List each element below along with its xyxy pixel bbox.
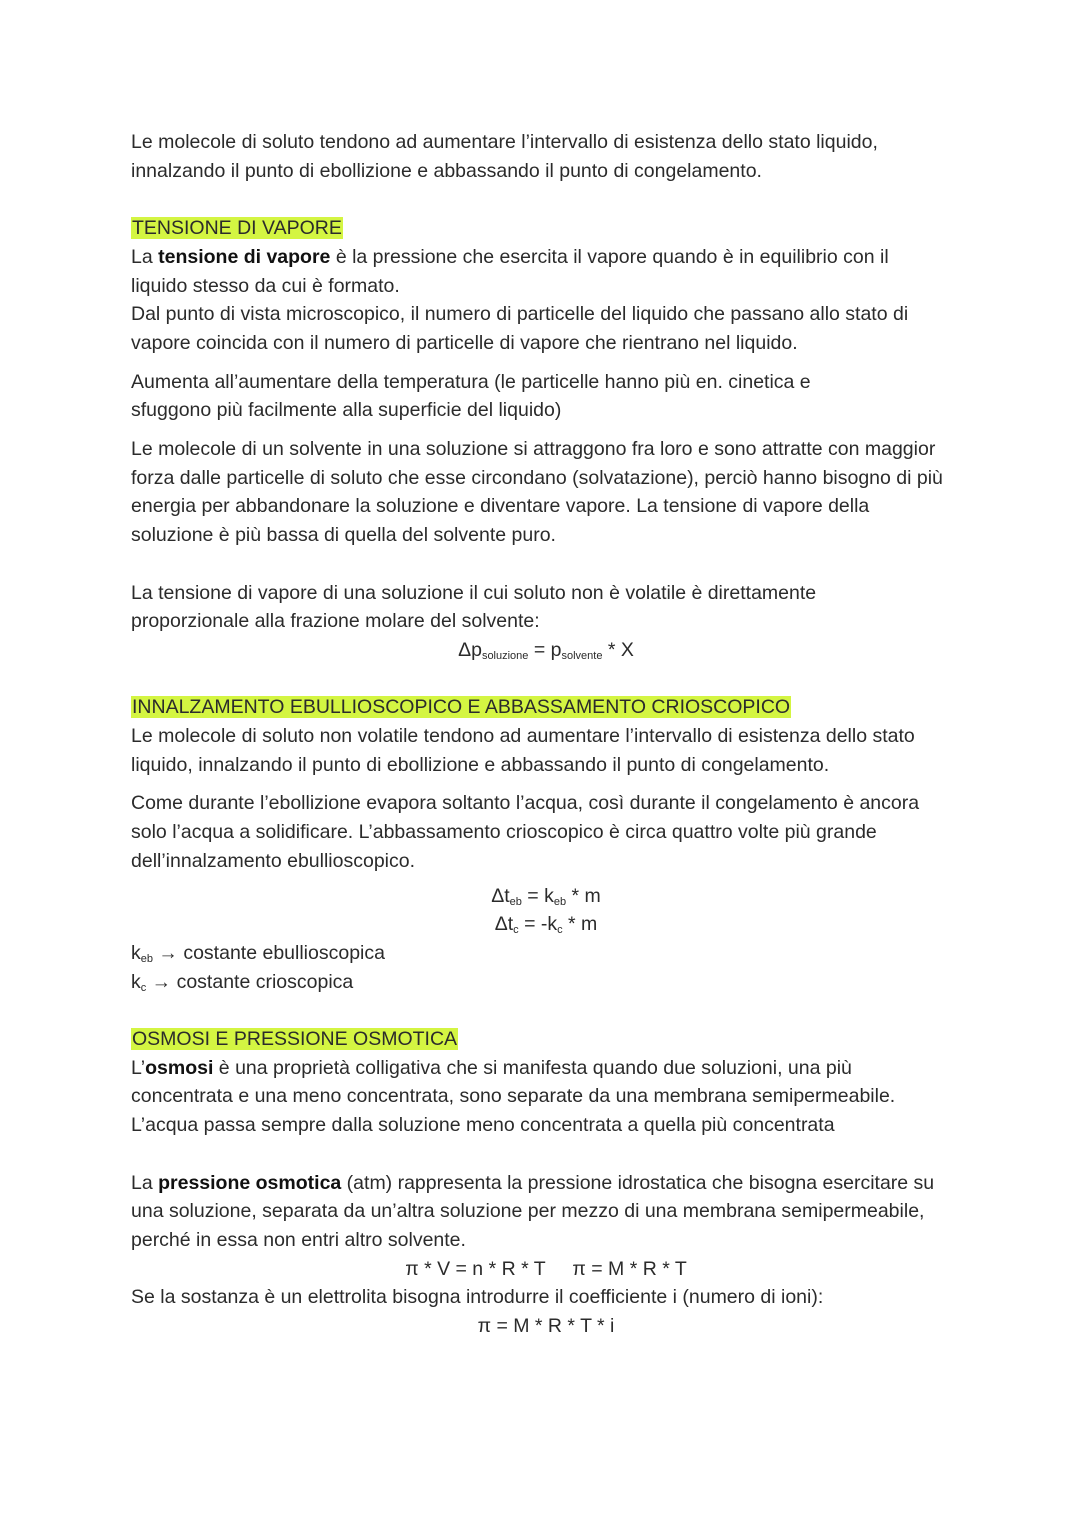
heading-highlight: INNALZAMENTO EBULLIOSCOPICO E ABBASSAMENTO CRIOSCOPICO — [132, 696, 791, 719]
heading-highlight: TENSIONE DI VAPORE — [132, 217, 342, 240]
ebullio-formula-2: $\Delta t_c = -k_c * m$ — [494, 913, 598, 937]
vapor-solvent: Le molecole di un solvente in una soluzione si attraggono fra loro e sono attratte con maggior forza dalle particelle di soluto che esse circondano (solvatazione), perciò hanno bisogno di più energia per abbandonare la soluzione e diventare vapore. La tensione di vapore della soluzione è più bassa di quella del solvente puro. — [131, 438, 943, 547]
document-page — [131, 128, 961, 1341]
keb-definition: $k_{eb}$ → costante ebullioscopica — [131, 941, 385, 965]
vapor-microscopic: Dal punto di vista microscopico, il numero di particelle del liquido che passano allo stato di vapore coincida con il numero di particelle di vapore che rientrano nel liquido. — [131, 303, 909, 354]
term-tensione-di-vapore: tensione di vapore — [158, 245, 331, 268]
vapor-temperature: Aumenta all’aumentare della temperatura (le particelle hanno più en. cinetica e sfuggono più facilmente alla superficie del liquido) — [131, 370, 811, 422]
osmosi-definition: L’osmosi è una proprietà colligativa che si manifesta quando due soluzioni, una più concentrata e una meno concentrata, sono separate da una membrana semipermeabile. — [131, 1056, 896, 1108]
section-heading-vapor — [131, 214, 961, 243]
electrolyte-note: Se la sostanza è un elettrolita bisogna introdurre il coefficiente i (numero di ioni): — [131, 1286, 824, 1309]
section-heading-osmosi — [131, 1025, 961, 1054]
term-osmosi: osmosi — [145, 1056, 214, 1079]
vapor-definition: La tensione di vapore è la pressione che esercita il vapore quando è in equilibrio con il liquido stesso da cui è formato. — [131, 245, 889, 297]
osmosi-water-flow: L’acqua passa sempre dalla soluzione meno concentrata a quella più concentrata — [131, 1114, 835, 1137]
osmotic-formula-2: π = M * R * T * i — [477, 1315, 615, 1338]
osmotic-pressure-definition: La pressione osmotica (atm) rappresenta la pressione idrostatica che bisogna esercitare su una soluzione, separata da un’altra soluzione per mezzo di una membrana semipermeabile, perché in essa non entri altro solvente. — [131, 1171, 935, 1251]
ebullio-formula-1: $\Delta t_{eb} = k_{eb} * m$ — [491, 884, 601, 908]
term-pressione-osmotica: pressione osmotica — [158, 1171, 342, 1194]
osmotic-formula-1: π * V = n * R * T π = M * R * T — [405, 1257, 687, 1280]
kc-definition: $k_c$ → costante crioscopica — [131, 970, 354, 994]
ebullio-paragraph-1: Le molecole di soluto non volatile tendono ad aumentare l’intervallo di esistenza dello stato liquido, innalzando il punto di ebollizione e abbassando il punto di congelamento. — [131, 725, 915, 776]
vapor-formula: $\Delta p_{soluzione} = p_{solvente} * X$ — [458, 638, 634, 662]
heading-highlight: OSMOSI E PRESSIONE OSMOTICA — [132, 1028, 458, 1051]
vapor-proportional: La tensione di vapore di una soluzione il cui soluto non è volatile è direttamente proporzionale alla frazione molare del solvente: — [131, 581, 817, 633]
section-heading-ebullio — [131, 693, 961, 722]
intro-paragraph: Le molecole di soluto tendono ad aumentare l’intervallo di esistenza dello stato liquido, innalzando il punto di ebollizione e abbassando il punto di congelamento. — [131, 131, 878, 182]
ebullio-paragraph-2: Come durante l’ebollizione evapora soltanto l’acqua, così durante il congelamento è ancora solo l’acqua a solidificare. L’abbassamento crioscopico è circa quattro volte più grande dell’innalzamento ebullioscopico. — [131, 792, 920, 872]
